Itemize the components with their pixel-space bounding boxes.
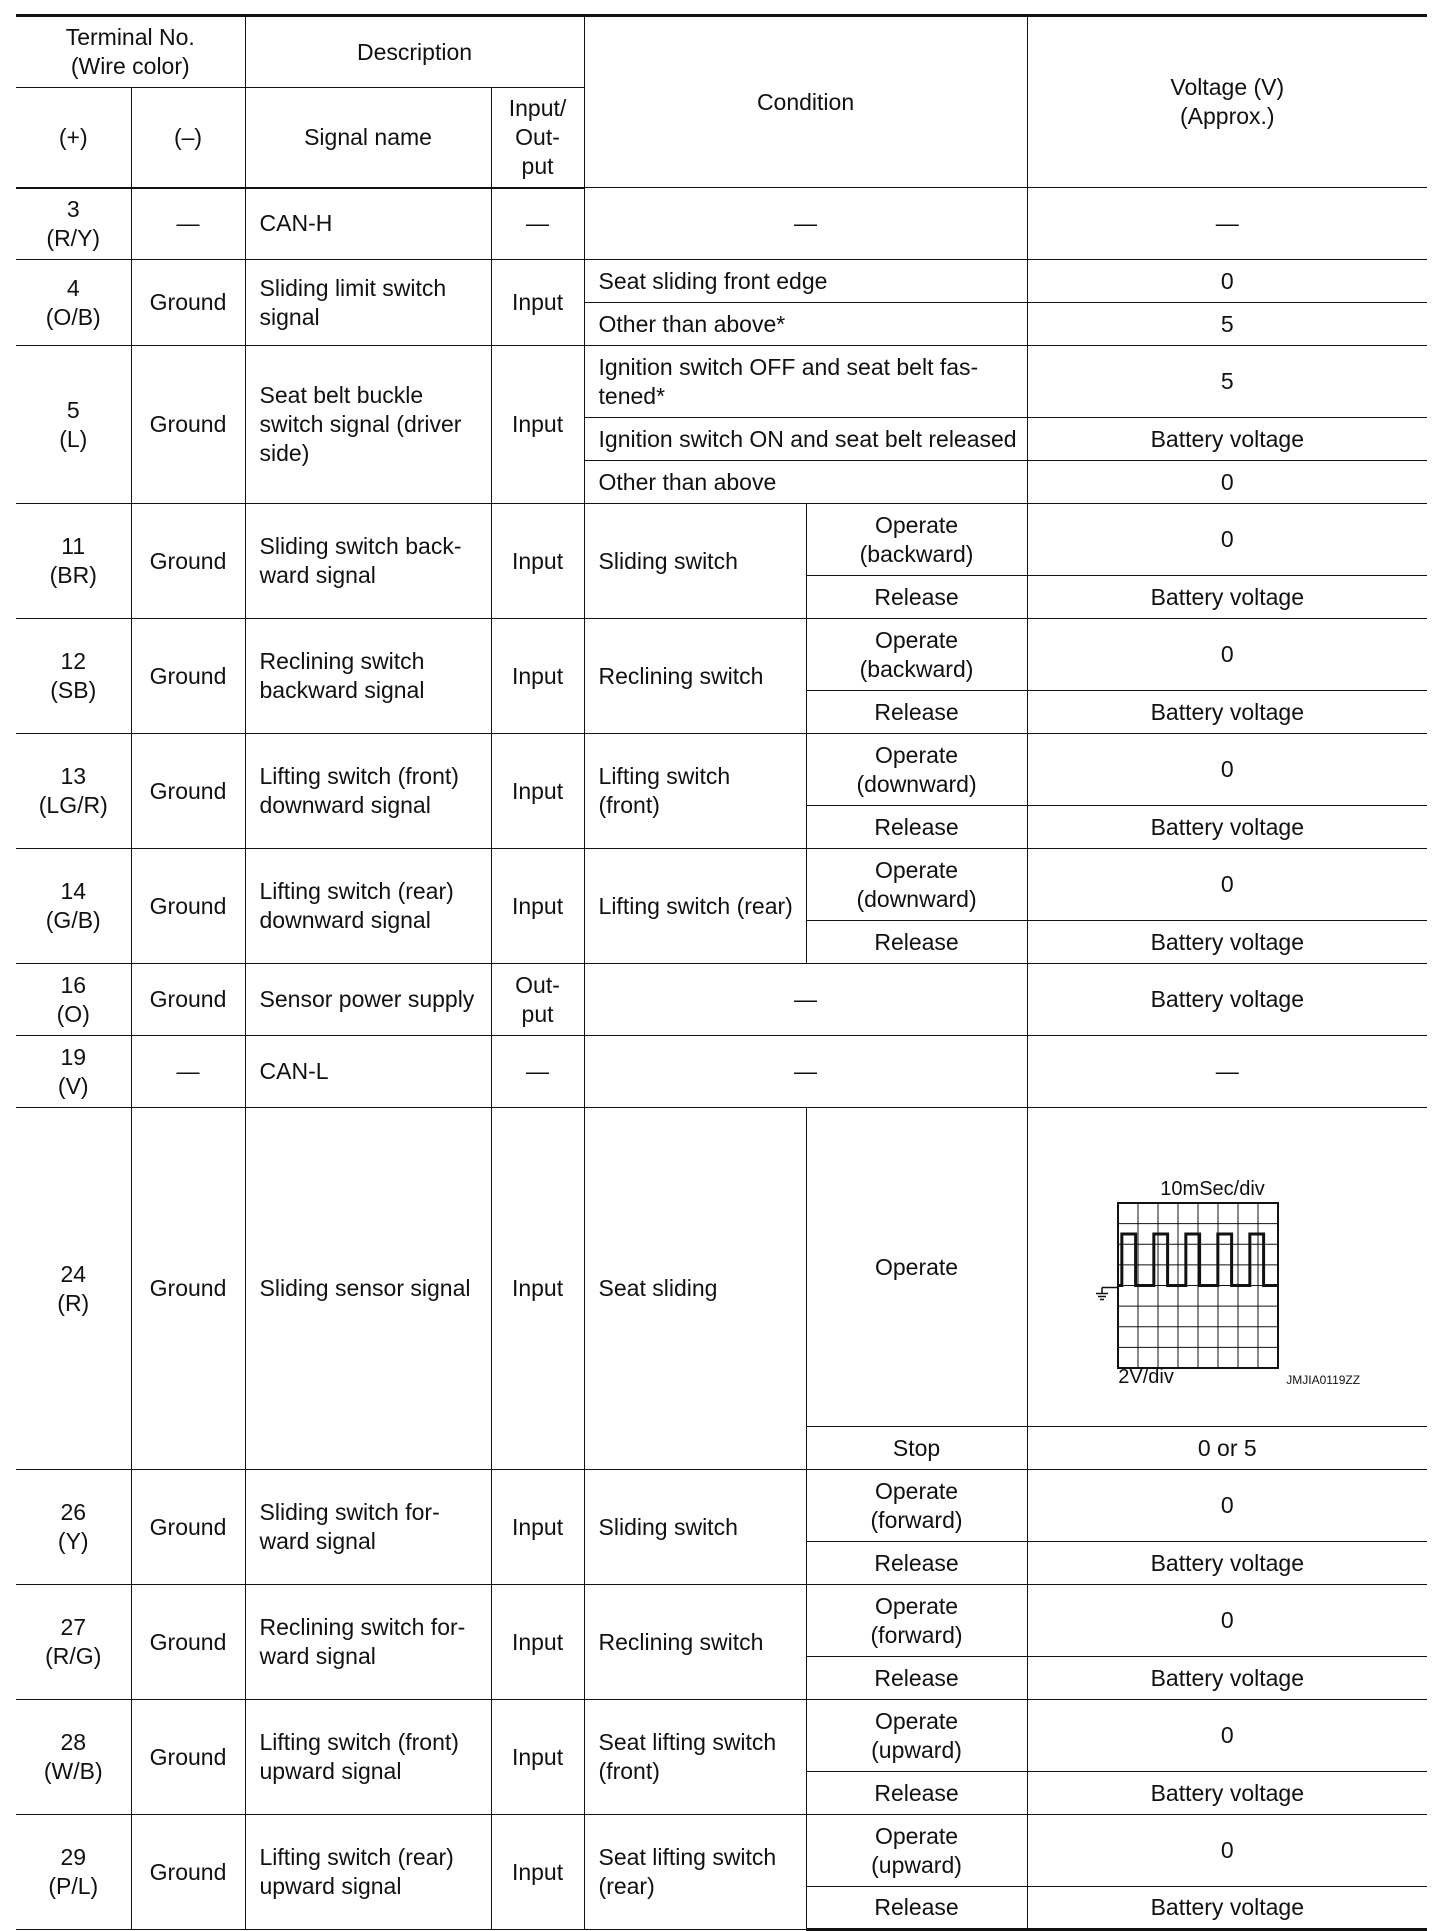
condition: Other than above*: [584, 303, 1027, 346]
input-output: Input: [491, 260, 584, 346]
table-row: [16, 1470, 1427, 1542]
signal-name: Sensor power supply: [245, 964, 491, 1036]
voltage: Battery voltage: [1027, 576, 1427, 619]
condition: Ignition switch ON and seat belt released: [584, 418, 1027, 461]
terminal-minus: —: [131, 1036, 245, 1108]
voltage: Battery voltage: [1027, 806, 1427, 849]
switch-state: Release: [806, 806, 1027, 849]
voltage: 0: [1027, 619, 1427, 691]
terminal-plus: 19 (V): [16, 1036, 131, 1108]
terminal-plus: 28 (W/B): [16, 1700, 131, 1815]
terminal-table-sheet: [16, 14, 1427, 1920]
input-output: Input: [491, 504, 584, 619]
switch-state: Operate (forward): [806, 1470, 1027, 1542]
voltage: 5: [1027, 346, 1427, 418]
switch-name: Seat lifting switch (front): [584, 1700, 806, 1815]
terminal-plus: 11 (BR): [16, 504, 131, 619]
header-description: Description: [245, 16, 584, 88]
voltage: Battery voltage: [1027, 921, 1427, 964]
signal-name: Reclining switch backward signal: [245, 619, 491, 734]
signal-name: Sliding switch for- ward signal: [245, 1470, 491, 1585]
table-row: [16, 619, 1427, 691]
terminal-plus: 13 (LG/R): [16, 734, 131, 849]
terminal-minus: Ground: [131, 346, 245, 504]
figure-code: JMJIA0119ZZ: [1286, 1373, 1361, 1387]
switch-state: Release: [806, 921, 1027, 964]
switch-state: Release: [806, 691, 1027, 734]
terminal-minus: Ground: [131, 849, 245, 964]
voltage: 0: [1027, 1700, 1427, 1772]
table-row: [16, 346, 1427, 418]
waveform-graph: [1028, 1137, 1426, 1397]
input-output: Input: [491, 1108, 584, 1470]
switch-state: Operate (downward): [806, 849, 1027, 921]
terminal-minus: Ground: [131, 260, 245, 346]
switch-state: Release: [806, 1887, 1027, 1930]
terminal-plus: 24 (R): [16, 1108, 131, 1470]
voltage: 0: [1027, 461, 1427, 504]
input-output: —: [491, 1036, 584, 1108]
condition: Seat sliding front edge: [584, 260, 1027, 303]
terminal-minus: —: [131, 188, 245, 260]
header-signal-name: Signal name: [245, 88, 491, 188]
input-output: Input: [491, 734, 584, 849]
terminal-plus: 16 (O): [16, 964, 131, 1036]
table-row: [16, 1108, 1427, 1427]
terminal-minus: Ground: [131, 1108, 245, 1470]
switch-state: Release: [806, 1772, 1027, 1815]
switch-state: Operate (upward): [806, 1700, 1027, 1772]
terminal-plus: 14 (G/B): [16, 849, 131, 964]
header-minus: (–): [131, 88, 245, 188]
header-voltage: Voltage (V) (Approx.): [1027, 16, 1427, 188]
switch-state: Operate: [806, 1108, 1027, 1427]
terminal-minus: Ground: [131, 1470, 245, 1585]
table-row: [16, 1700, 1427, 1772]
condition: —: [584, 188, 1027, 260]
voltage: 0: [1027, 260, 1427, 303]
voltage: —: [1027, 1036, 1427, 1108]
input-output: Input: [491, 346, 584, 504]
table-row: [16, 188, 1427, 260]
condition: —: [584, 1036, 1027, 1108]
terminal-minus: Ground: [131, 619, 245, 734]
terminal-plus: 29 (P/L): [16, 1815, 131, 1930]
signal-name: Lifting switch (front) upward signal: [245, 1700, 491, 1815]
table-row: [16, 849, 1427, 921]
input-output: Input: [491, 1700, 584, 1815]
waveform-cell: [1027, 1108, 1427, 1427]
terminal-minus: Ground: [131, 504, 245, 619]
voltage: Battery voltage: [1027, 1542, 1427, 1585]
signal-name: Sliding sensor signal: [245, 1108, 491, 1470]
voltage: Battery voltage: [1027, 418, 1427, 461]
switch-name: Lifting switch (rear): [584, 849, 806, 964]
input-output: Input: [491, 1470, 584, 1585]
terminal-table: [16, 14, 1427, 1931]
header-input-output: Input/ Out- put: [491, 88, 584, 188]
voltage: 0: [1027, 1585, 1427, 1657]
input-output: Input: [491, 849, 584, 964]
header-row-top: [16, 16, 1427, 88]
signal-name: Lifting switch (rear) downward signal: [245, 849, 491, 964]
switch-state: Release: [806, 1542, 1027, 1585]
condition: Other than above: [584, 461, 1027, 504]
input-output: Input: [491, 619, 584, 734]
header-plus: (+): [16, 88, 131, 188]
table-row: [16, 504, 1427, 576]
voltage: 0: [1027, 504, 1427, 576]
voltage: Battery voltage: [1027, 1887, 1427, 1930]
terminal-plus: 27 (R/G): [16, 1585, 131, 1700]
voltage: —: [1027, 188, 1427, 260]
signal-name: CAN-H: [245, 188, 491, 260]
switch-state: Operate (forward): [806, 1585, 1027, 1657]
terminal-minus: Ground: [131, 1700, 245, 1815]
terminal-plus: 12 (SB): [16, 619, 131, 734]
signal-name: Sliding switch back- ward signal: [245, 504, 491, 619]
switch-name: Sliding switch: [584, 504, 806, 619]
condition: Ignition switch OFF and seat belt fas- tened*: [584, 346, 1027, 418]
signal-name: CAN-L: [245, 1036, 491, 1108]
table-row: [16, 964, 1427, 1036]
voltage: Battery voltage: [1027, 964, 1427, 1036]
terminal-plus: 3 (R/Y): [16, 188, 131, 260]
switch-name: Seat sliding: [584, 1108, 806, 1470]
input-output: Out- put: [491, 964, 584, 1036]
table-row: [16, 1585, 1427, 1657]
switch-state: Operate (upward): [806, 1815, 1027, 1887]
voltage: Battery voltage: [1027, 1657, 1427, 1700]
terminal-minus: Ground: [131, 1585, 245, 1700]
switch-name: Lifting switch (front): [584, 734, 806, 849]
voltage: 5: [1027, 303, 1427, 346]
terminal-minus: Ground: [131, 734, 245, 849]
table-row: [16, 1036, 1427, 1108]
header-condition: Condition: [584, 16, 1027, 188]
table-row: [16, 734, 1427, 806]
table-row: [16, 260, 1427, 303]
header-terminal-no: Terminal No. (Wire color): [16, 16, 245, 88]
signal-name: Reclining switch for- ward signal: [245, 1585, 491, 1700]
condition: —: [584, 964, 1027, 1036]
signal-name: Lifting switch (front) downward signal: [245, 734, 491, 849]
terminal-plus: 26 (Y): [16, 1470, 131, 1585]
input-output: Input: [491, 1585, 584, 1700]
switch-name: Reclining switch: [584, 619, 806, 734]
signal-name: Lifting switch (rear) upward signal: [245, 1815, 491, 1930]
switch-state: Release: [806, 576, 1027, 619]
terminal-plus: 5 (L): [16, 346, 131, 504]
terminal-plus: 4 (O/B): [16, 260, 131, 346]
voltage: 0 or 5: [1027, 1427, 1427, 1470]
table-row: [16, 1815, 1427, 1887]
switch-name: Seat lifting switch (rear): [584, 1815, 806, 1930]
signal-name: Sliding limit switch signal: [245, 260, 491, 346]
switch-state: Release: [806, 1657, 1027, 1700]
switch-name: Reclining switch: [584, 1585, 806, 1700]
switch-state: Stop: [806, 1427, 1027, 1470]
input-output: Input: [491, 1815, 584, 1930]
switch-state: Operate (backward): [806, 619, 1027, 691]
oscilloscope-waveform: [1028, 1137, 1426, 1397]
input-output: —: [491, 188, 584, 260]
switch-state: Operate (downward): [806, 734, 1027, 806]
voltage: Battery voltage: [1027, 691, 1427, 734]
switch-state: Operate (backward): [806, 504, 1027, 576]
volt-div-label: 2V/div: [1118, 1366, 1174, 1388]
voltage: Battery voltage: [1027, 1772, 1427, 1815]
signal-name: Seat belt buckle switch signal (driver side): [245, 346, 491, 504]
voltage: 0: [1027, 1470, 1427, 1542]
switch-name: Sliding switch: [584, 1470, 806, 1585]
terminal-minus: Ground: [131, 964, 245, 1036]
terminal-minus: Ground: [131, 1815, 245, 1930]
time-div-label: 10mSec/div: [1160, 1178, 1265, 1200]
voltage: 0: [1027, 734, 1427, 806]
voltage: 0: [1027, 849, 1427, 921]
voltage: 0: [1027, 1815, 1427, 1887]
